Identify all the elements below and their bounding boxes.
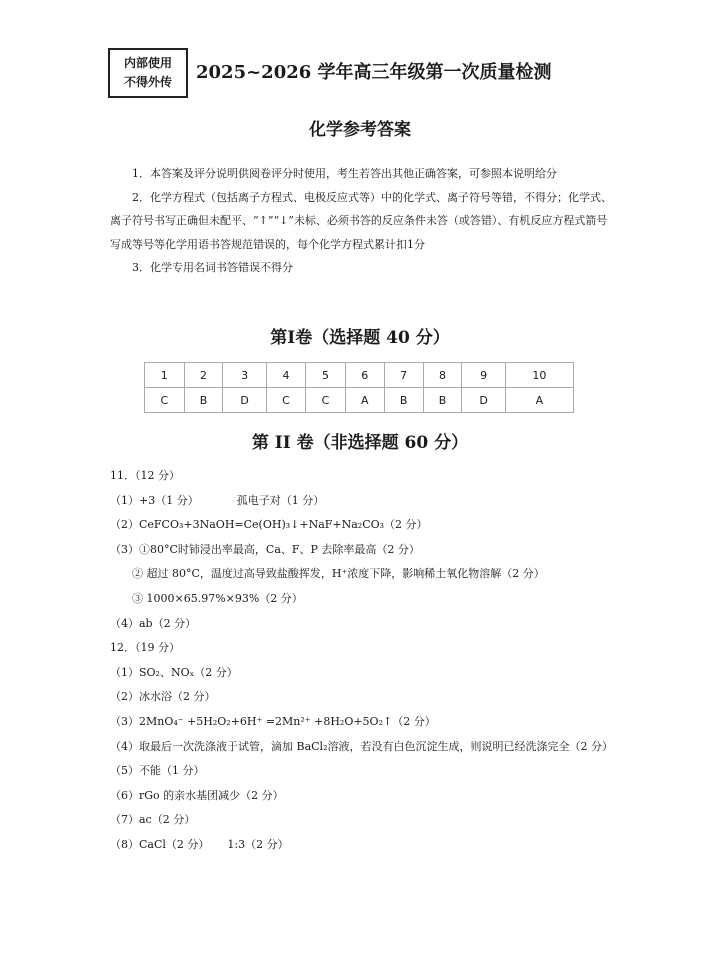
- note-1: 1．本答案及评分说明供阅卷评分时使用，考生若答出其他正确答案，可参照本说明给分: [132, 167, 557, 180]
- doc-subtitle: 化学参考答案: [309, 120, 411, 140]
- q12-answer-3: （3）2MnO₄⁻ +5H₂O₂+6H⁺ =2Mn²⁺ +8H₂O+5O₂↑（2 分）: [110, 714, 436, 728]
- stamp-line-2: 不得外传: [123, 75, 172, 89]
- mc-answer-table: [144, 362, 574, 413]
- answer-cell: B: [384, 388, 423, 413]
- exam-title: 2025~2026 学年高三年级第一次质量检测: [196, 62, 552, 83]
- answer-cell: D: [462, 388, 505, 413]
- question-number-row: [145, 363, 574, 388]
- q11-answer-2: （2）CeFCO₃+3NaOH=Ce(OH)₃↓+NaF+Na₂CO₃（2 分）: [110, 518, 428, 532]
- note-2: 2．化学方程式（包括离子方程式、电极反应式等）中的化学式、离子符号等错，不得分；化学式、离子符号书写正确但未配平、“↑”“↓”未标、必须书答的反应条件未答（或答错）、有机反应方程式箭号写成等号等化学用语书答规范错误的，每个化学方程式累计扣1分: [110, 190, 612, 251]
- answer-cell: C: [145, 388, 185, 413]
- qnum-cell: 3: [223, 363, 266, 388]
- internal-use-stamp: [108, 48, 188, 98]
- q12-answer-2: （2）冰水浴（2 分）: [110, 690, 216, 704]
- q12-answer-1: （1）SO₂、NOₓ（2 分）: [110, 665, 238, 679]
- q12-answer-8: （8）CaCl（2 分）: [110, 837, 210, 851]
- stamp-line-1: 内部使用: [123, 56, 172, 70]
- q12-answer-6: （6）rGo 的亲水基团减少（2 分）: [110, 788, 284, 802]
- answer-cell: B: [423, 388, 462, 413]
- answer-cell: A: [345, 388, 384, 413]
- section-1-heading: 第Ⅰ卷（选择题 40 分）: [270, 328, 450, 348]
- answer-cell: B: [184, 388, 223, 413]
- qnum-cell: 5: [306, 363, 346, 388]
- q11-answer-1b: 孤电子对（1 分）: [236, 493, 325, 507]
- answer-cell: C: [306, 388, 346, 413]
- qnum-cell: 8: [423, 363, 462, 388]
- q12-answer-5: （5）不能（1 分）: [110, 764, 205, 778]
- answer-cell: D: [223, 388, 266, 413]
- qnum-cell: 1: [145, 363, 185, 388]
- qnum-cell: 7: [384, 363, 423, 388]
- q12-answer-8-line: [110, 833, 620, 858]
- q11-answer-3-3: ③ 1000×65.97%×93%（2 分）: [132, 591, 303, 605]
- qnum-cell: 4: [266, 363, 306, 388]
- q11-answer-3-2: ② 超过 80°C，温度过高导致盐酸挥发，H⁺浓度下降，影响稀土氧化物溶解（2 分）: [132, 567, 545, 581]
- scoring-notes: [110, 162, 615, 280]
- qnum-cell: 6: [345, 363, 384, 388]
- answer-row: [145, 388, 574, 413]
- qnum-cell: 9: [462, 363, 505, 388]
- q11-answer-1-line: [110, 489, 620, 514]
- section-2-heading: 第 II 卷（非选择题 60 分）: [251, 433, 469, 453]
- qnum-cell: 10: [505, 363, 573, 388]
- q11-heading: 11．（12 分）: [110, 469, 180, 482]
- qnum-cell: 2: [184, 363, 223, 388]
- note-3: 3．化学专用名词书答错误不得分: [132, 261, 293, 274]
- free-response-answers: [110, 464, 620, 858]
- q12-answer-8b: 1:3（2 分）: [227, 837, 289, 851]
- answer-cell: C: [266, 388, 306, 413]
- q11-answer-3-1: （3）①80°C时铈浸出率最高，Ca、F、P 去除率最高（2 分）: [110, 542, 420, 556]
- q11-answer-4: （4）ab（2 分）: [110, 616, 197, 630]
- q11-answer-1: （1）+3（1 分）: [110, 493, 199, 507]
- answer-cell: A: [505, 388, 573, 413]
- q12-answer-7: （7）ac（2 分）: [110, 813, 196, 827]
- q12-answer-4: （4）取最后一次洗涤液于试管，滴加 BaCl₂溶液，若没有白色沉淀生成，则说明已经洗涤完全（2 分）: [110, 739, 613, 753]
- q12-heading: 12．（19 分）: [110, 641, 180, 655]
